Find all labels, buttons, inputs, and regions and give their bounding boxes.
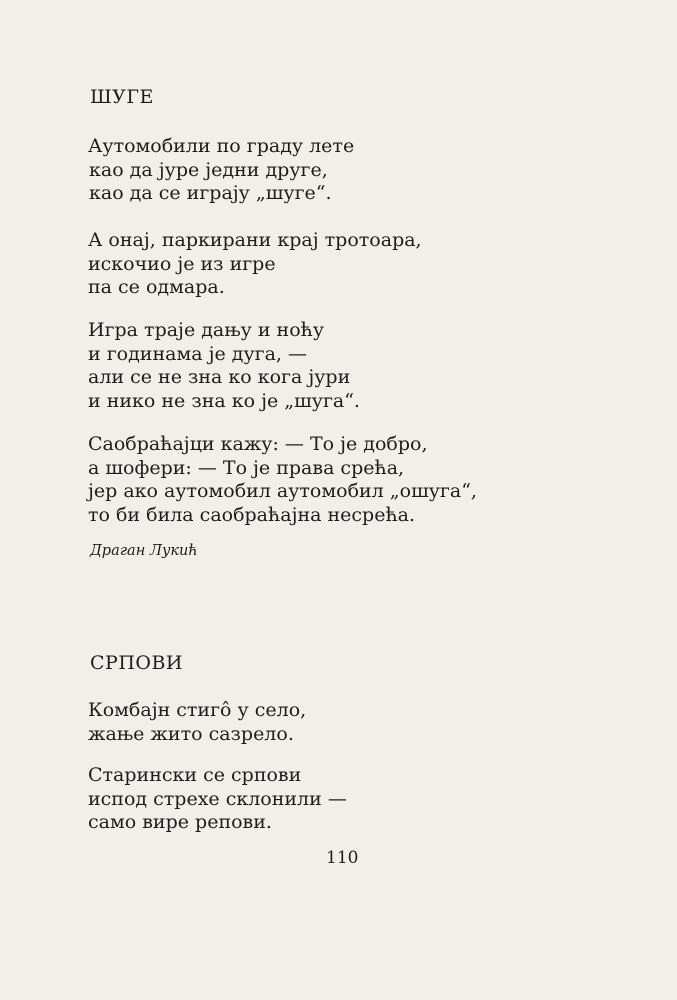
poem-title-shuge: ШУГЕ <box>90 86 154 108</box>
verse-line: Саобраћајци кажу: — То је добро, <box>88 433 428 455</box>
verse-line: као да јуре једни друге, <box>89 158 328 181</box>
verse-line: и годинама је дуга, — <box>88 342 308 365</box>
verse-line: А онај, паркирани крај тротоара, <box>88 229 422 251</box>
verse-line: и нико не зна ко је „шуга“. <box>88 389 360 412</box>
poem1-stanza-2 <box>88 229 422 300</box>
poem1-stanza-3 <box>88 319 360 413</box>
verse-line: само вире репови. <box>88 811 272 833</box>
verse-line: Аутомобили по граду лете <box>88 135 355 157</box>
page-number: 110 <box>326 848 359 868</box>
verse-line: испод стрехе склонили — <box>88 787 347 810</box>
poem1-stanza-4 <box>88 433 477 527</box>
poem-title-srpovi: СРПОВИ <box>90 652 183 674</box>
verse-line: јер ако аутомобил аутомобил „ошуга“, <box>88 480 477 502</box>
verse-line: али се не зна ко кога јури <box>88 366 351 388</box>
verse-line: жање жито сазрело. <box>88 722 294 745</box>
verse-line: Комбајн стигô у село, <box>88 699 307 721</box>
verse-line: а шофери: — То је права срећа, <box>88 456 405 479</box>
poem2-stanza-2 <box>88 764 347 835</box>
poem-author: Драган Лукић <box>90 543 198 559</box>
verse-line: то би била саобраћајна несрећа. <box>88 503 416 526</box>
verse-line: Игра траје дању и ноћу <box>88 319 325 341</box>
poem2-stanza-1 <box>88 699 306 746</box>
verse-line: искочио је из игре <box>88 252 276 275</box>
verse-line: па се одмара. <box>88 276 225 298</box>
verse-line: као да се играју „шуге“. <box>89 182 332 204</box>
poem1-stanza-1 <box>88 135 354 206</box>
verse-line: Старински се српови <box>88 764 302 786</box>
